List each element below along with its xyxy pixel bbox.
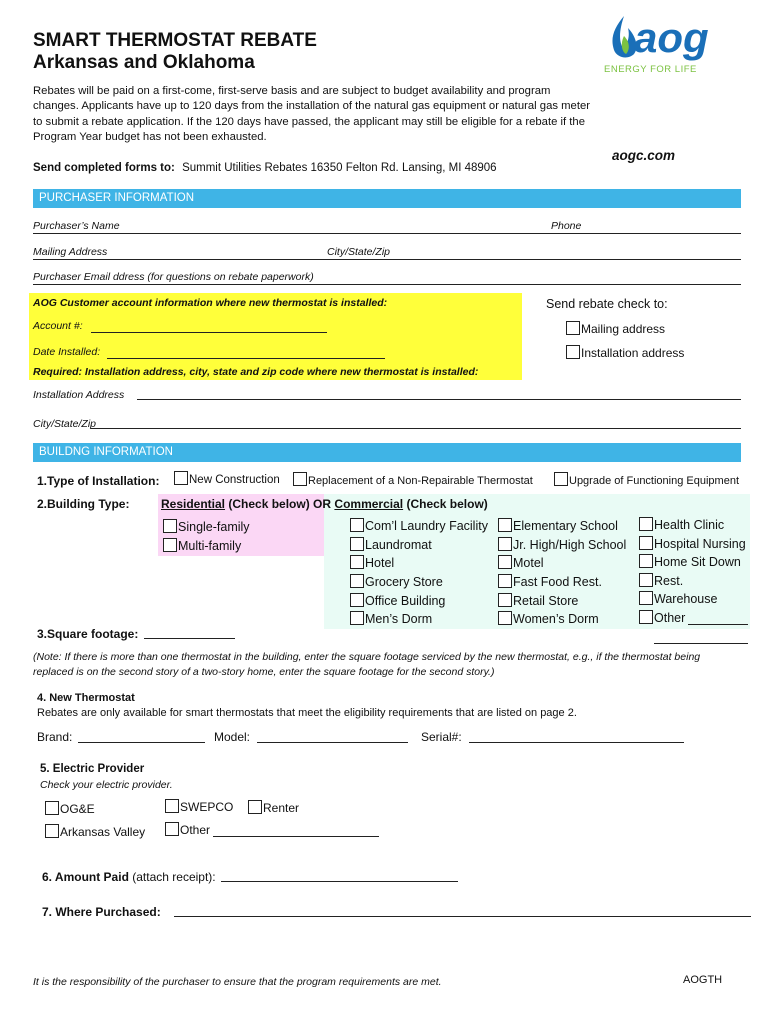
commercial-option-label: Hospital Nursing — [654, 537, 746, 551]
residential-suffix: (Check below) OR — [228, 497, 332, 511]
commercial-checkbox[interactable] — [639, 536, 653, 550]
commercial-checkbox[interactable] — [498, 537, 512, 551]
other-provider-label: Other — [180, 823, 211, 837]
amount-paid-field[interactable] — [221, 881, 458, 882]
purchaser-section-header: PURCHASER INFORMATION — [33, 189, 741, 208]
installation-city-field[interactable] — [91, 428, 741, 429]
commercial-option[interactable] — [639, 517, 724, 532]
new-thermostat-desc: Rebates are only available for smart thermostats that meet the eligibility requirements that are listed on page 2. — [37, 707, 577, 719]
swepco-label: SWEPCO — [180, 800, 234, 814]
purchaser-name-label: Purchaser’s Name — [33, 220, 120, 232]
footer-disclaimer: It is the responsibility of the purchaser to ensure that the program requirements are met. — [33, 976, 442, 988]
mailing-address-field[interactable] — [33, 259, 741, 260]
send-label: Send completed forms to: — [33, 162, 175, 174]
provider-option-arkansas-valley[interactable] — [45, 824, 145, 839]
logo-tagline: ENERGY FOR LIFE — [604, 64, 697, 75]
upgrade-checkbox[interactable] — [554, 472, 568, 486]
renter-label: Renter — [263, 801, 300, 815]
brand-label: Brand: — [37, 730, 73, 744]
send-check-label: Send rebate check to: — [546, 297, 668, 311]
date-installed-label: Date Installed: — [33, 346, 101, 358]
account-field[interactable] — [91, 332, 327, 333]
multi-family-label: Multi-family — [178, 539, 242, 553]
commercial-checkbox[interactable] — [639, 610, 653, 624]
phone-label: Phone — [551, 220, 582, 232]
commercial-option-label: Laundromat — [365, 538, 432, 552]
swepco-checkbox[interactable] — [165, 799, 179, 813]
commercial-option[interactable] — [639, 554, 741, 569]
commercial-option[interactable] — [350, 518, 488, 533]
commercial-option[interactable] — [498, 574, 602, 589]
other-provider-field[interactable] — [213, 836, 379, 837]
replacement-checkbox[interactable] — [293, 472, 307, 486]
commercial-option-label: Motel — [513, 556, 544, 570]
mailing-address-checkbox[interactable] — [566, 321, 580, 335]
date-installed-field[interactable] — [107, 358, 385, 359]
logo-text: aog — [634, 14, 709, 61]
intro-text: Rebates will be paid on a first-come, first-serve basis and are subject to budget availability and program changes. Applicants have up to 120 days from the installation of the natural gas equipment or natural gas meter to submit a rebate application. If the 120 days have passed, the applicant may still be eligible for a rebate if the Program Year budget has not been exhausted. — [33, 85, 591, 143]
required-label: Required: Installation address, city, state and zip code where new thermostat is installed: — [33, 366, 479, 378]
commercial-option-label: Com’l Laundry Facility — [365, 519, 488, 533]
electric-provider-heading: 5. Electric Provider — [40, 763, 145, 775]
electric-provider-sub: Check your electric provider. — [40, 779, 173, 791]
email-field[interactable] — [33, 284, 741, 285]
install-option-upgrade[interactable] — [554, 472, 739, 487]
commercial-checkbox[interactable] — [639, 554, 653, 568]
provider-option-other[interactable] — [165, 822, 210, 837]
mailing-city-label: City/State/Zip — [327, 246, 391, 258]
commercial-option[interactable] — [498, 537, 626, 552]
new-construction-label: New Construction — [189, 474, 280, 486]
commercial-option[interactable] — [498, 518, 618, 533]
title-line-1: SMART THERMOSTAT REBATE — [33, 30, 317, 51]
commercial-option-label: Women’s Dorm — [513, 612, 599, 626]
commercial-checkbox[interactable] — [350, 555, 364, 569]
residential-option[interactable] — [163, 538, 241, 553]
residential-option[interactable] — [163, 519, 250, 534]
aog-info-label: AOG Customer account information where new thermostat is installed: — [33, 297, 388, 309]
commercial-option[interactable] — [350, 574, 443, 589]
commercial-suffix: (Check below) — [406, 497, 488, 511]
aog-logo — [600, 12, 740, 82]
square-footage-label: 3.Square footage: — [37, 627, 139, 641]
installation-type-label: 1.Type of Installation: — [37, 474, 160, 488]
account-label: Account #: — [33, 320, 83, 332]
install-option-new[interactable] — [174, 471, 280, 486]
commercial-option-label: Home Sit Down — [654, 555, 741, 569]
building-section-header: BUILDNG INFORMATION — [33, 443, 741, 462]
footer-code: AOGTH — [683, 974, 723, 986]
commercial-checkbox[interactable] — [498, 518, 512, 532]
model-field[interactable] — [257, 742, 408, 743]
purchaser-name-field[interactable] — [33, 233, 741, 234]
replacement-label: Replacement of a Non-Repairable Thermostat — [308, 475, 533, 487]
square-footage-note: (Note: If there is more than one thermostat in the building, enter the square footage serviced by the new thermostat, e.g., if the thermostat being replaced is on the second story of a two-story home, enter the square footage for the second story.) — [33, 651, 701, 678]
single-family-label: Single-family — [178, 520, 250, 534]
where-purchased-field[interactable] — [174, 916, 751, 917]
commercial-option[interactable] — [498, 611, 599, 626]
arkansas-valley-checkbox[interactable] — [45, 824, 59, 838]
commercial-checkbox[interactable] — [498, 593, 512, 607]
commercial-checkbox[interactable] — [350, 537, 364, 551]
building-type-label: 2.Building Type: — [37, 497, 130, 511]
multi-family-checkbox[interactable] — [163, 538, 177, 552]
commercial-option-label: Elementary School — [513, 519, 618, 533]
commercial-option[interactable] — [639, 591, 717, 606]
commercial-option[interactable] — [639, 536, 746, 551]
installation-address-label: Installation Address — [33, 389, 125, 401]
arkansas-valley-label: Arkansas Valley — [60, 825, 146, 839]
commercial-checkbox[interactable] — [350, 574, 364, 588]
single-family-checkbox[interactable] — [163, 519, 177, 533]
commercial-option-label: Other — [654, 611, 686, 625]
new-thermostat-heading: 4. New Thermostat — [37, 692, 135, 704]
title-line-2: Arkansas and Oklahoma — [33, 52, 255, 73]
installation-address-option-label: Installation address — [581, 346, 685, 360]
commercial-checkbox[interactable] — [350, 611, 364, 625]
other-commercial-field[interactable] — [688, 624, 748, 625]
other-provider-checkbox[interactable] — [165, 822, 179, 836]
install-option-replacement[interactable] — [293, 472, 533, 487]
commercial-heading: Commercial — [334, 497, 404, 511]
renter-checkbox[interactable] — [248, 800, 262, 814]
mailing-address-label: Mailing Address — [33, 246, 108, 258]
installation-address-checkbox[interactable] — [566, 345, 580, 359]
commercial-option[interactable] — [350, 537, 432, 552]
provider-option-swepco[interactable] — [165, 799, 233, 814]
commercial-option-label: Grocery Store — [365, 575, 443, 589]
oge-checkbox[interactable] — [45, 801, 59, 815]
provider-option-oge[interactable] — [45, 801, 95, 816]
commercial-option[interactable] — [639, 573, 683, 588]
commercial-option[interactable] — [350, 555, 394, 570]
commercial-checkbox[interactable] — [350, 593, 364, 607]
oge-label: OG&E — [60, 802, 95, 816]
commercial-checkbox[interactable] — [498, 574, 512, 588]
amount-paid-label: 6. Amount Paid — [42, 870, 129, 884]
commercial-option-label: Jr. High/High School — [513, 538, 627, 552]
provider-option-renter[interactable] — [248, 800, 299, 815]
commercial-checkbox[interactable] — [498, 555, 512, 569]
installation-city-label: City/State/Zip — [33, 418, 97, 430]
other-commercial-field-2[interactable] — [654, 643, 748, 644]
commercial-option[interactable] — [498, 555, 544, 570]
website-link[interactable]: aogc.com — [612, 148, 676, 163]
commercial-option-label: Fast Food Rest. — [513, 575, 602, 589]
commercial-checkbox[interactable] — [639, 573, 653, 587]
commercial-option-label: Health Clinic — [654, 518, 725, 532]
commercial-option-label: Office Building — [365, 594, 446, 608]
residential-heading: Residential — [161, 497, 226, 511]
commercial-checkbox[interactable] — [498, 611, 512, 625]
email-label: Purchaser Email ddress (for questions on rebate paperwork) — [33, 271, 314, 283]
upgrade-label: Upgrade of Functioning Equipment — [569, 475, 739, 487]
amount-paid-line — [42, 870, 216, 884]
commercial-option[interactable] — [498, 593, 578, 608]
installation-address-field[interactable] — [137, 399, 741, 400]
commercial-checkbox[interactable] — [350, 518, 364, 532]
building-type-heading — [161, 497, 488, 511]
commercial-checkbox[interactable] — [639, 517, 653, 531]
form-title — [33, 30, 317, 74]
serial-field[interactable] — [469, 742, 684, 743]
commercial-option[interactable] — [350, 611, 432, 626]
model-label: Model: — [214, 730, 251, 744]
where-purchased-label: 7. Where Purchased: — [42, 905, 161, 919]
amount-paid-suffix: (attach receipt): — [132, 870, 216, 884]
commercial-option-label: Hotel — [365, 556, 395, 570]
brand-field[interactable] — [78, 742, 205, 743]
serial-label: Serial#: — [421, 730, 462, 744]
send-installation-option[interactable] — [566, 345, 684, 360]
send-address: Summit Utilities Rebates 16350 Felton Rd. Lansing, MI 48906 — [182, 162, 497, 174]
commercial-option[interactable] — [350, 593, 445, 608]
commercial-checkbox[interactable] — [639, 591, 653, 605]
commercial-option[interactable] — [639, 610, 685, 625]
commercial-option-label: Retail Store — [513, 594, 579, 608]
new-construction-checkbox[interactable] — [174, 471, 188, 485]
send-mailing-option[interactable] — [566, 321, 665, 336]
commercial-option-label: Warehouse — [654, 592, 718, 606]
send-forms-line — [33, 162, 497, 174]
mailing-address-option-label: Mailing address — [581, 322, 666, 336]
square-footage-field[interactable] — [144, 638, 235, 639]
commercial-option-label: Men’s Dorm — [365, 612, 433, 626]
commercial-option-label: Rest. — [654, 574, 684, 588]
